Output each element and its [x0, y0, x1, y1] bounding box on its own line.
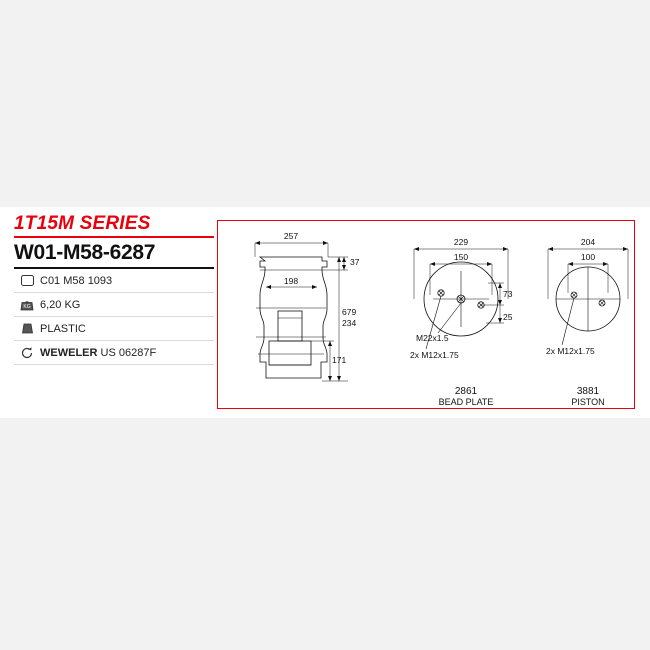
- dim-bead-outer: 229: [453, 237, 469, 247]
- spec-value-material: PLASTIC: [40, 322, 86, 335]
- piston-drawing: [530, 227, 650, 402]
- spec-row-material: [14, 317, 214, 341]
- piston-label: PISTON: [571, 397, 605, 407]
- series-title: 1T15M SERIES: [14, 213, 151, 234]
- drawing-panel: [217, 220, 635, 409]
- spec-value-bellows: C01 M58 1093: [40, 274, 113, 287]
- bead-plate-caption: [428, 386, 504, 408]
- svg-text:KG: KG: [23, 304, 31, 310]
- bellows-icon: [14, 274, 40, 287]
- bead-plate-label: BEAD PLATE: [438, 397, 494, 407]
- dim-top-width: 257: [283, 231, 299, 241]
- spec-value-brand-ref: US 06287F: [100, 346, 157, 359]
- dim-piston-bolt-circle: 100: [580, 252, 596, 262]
- dim-secondary-height: 234: [342, 318, 357, 328]
- dim-mid-width: 198: [283, 276, 299, 286]
- dim-bead-offset-a: 73: [503, 289, 513, 299]
- piston-material-icon: [14, 322, 40, 335]
- series-divider: [14, 236, 214, 238]
- dim-overall-height: 679: [342, 307, 357, 317]
- piston-caption: [550, 386, 626, 408]
- bead-plate-number: 2861: [454, 386, 478, 397]
- dim-top-height: 37: [350, 257, 360, 267]
- piston-number: 3881: [576, 386, 600, 397]
- spec-row-weight: [14, 293, 214, 317]
- side-view-drawing: [222, 223, 402, 403]
- label-piston-bolt-thread: 2x M12x1.75: [546, 346, 595, 356]
- spec-row-cross-reference: [14, 341, 214, 365]
- spec-row-bellows: [14, 269, 214, 293]
- dim-bead-bolt-circle: 150: [453, 252, 469, 262]
- label-bead-bolt-thread: 2x M12x1.75: [410, 350, 459, 360]
- dim-bead-offset-b: 25: [503, 312, 513, 322]
- cross-reference-icon: [14, 346, 40, 360]
- spec-value-brand: WEWELER: [40, 346, 98, 359]
- dim-piston-outer: 204: [580, 237, 596, 247]
- weight-icon: [14, 298, 40, 311]
- label-bead-center-thread: M22x1.5: [416, 333, 449, 343]
- dim-bottom-height: 171: [332, 355, 347, 365]
- part-number: W01-M58-6287: [14, 241, 156, 264]
- spec-value-weight: 6,20 KG: [40, 298, 81, 311]
- info-column: [14, 213, 214, 365]
- bead-plate-drawing: [396, 227, 536, 402]
